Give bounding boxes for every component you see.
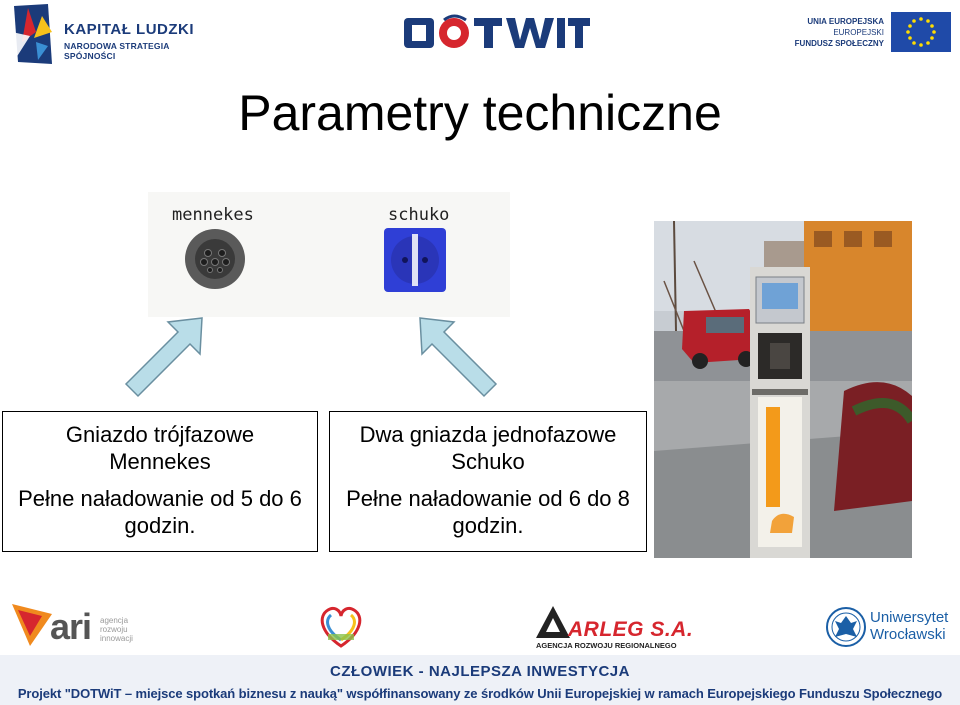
charging-station-photo (654, 221, 912, 558)
schuko-heading-line2: Schuko (451, 449, 525, 474)
kapital-ludzki-title: KAPITAŁ LUDZKI (64, 21, 195, 38)
schuko-info-box (329, 411, 647, 552)
ari-logo-name: ari (50, 606, 92, 647)
schuko-heading-line1: Dwa gniazda jednofazowe (359, 422, 617, 447)
eu-fund-label (770, 16, 884, 49)
schuko-label: schuko (388, 205, 450, 225)
ari-tagline-line1: agencja (100, 616, 129, 625)
university-name (870, 609, 948, 643)
schuko-socket-icon (384, 228, 446, 292)
ari-logo-emblem (12, 604, 52, 646)
footer-slogan: CZŁOWIEK - NAJLEPSZA INWESTYCJA (330, 663, 630, 680)
university-line2: Wrocławski (870, 626, 946, 643)
ari-tagline-line2: rozwoju (100, 625, 128, 634)
arleg-logo-name: ARLEG S.A. (568, 618, 694, 641)
dotwit-logo (404, 12, 590, 54)
kapital-ludzki-emblem (8, 2, 62, 66)
kapital-ludzki-logo (8, 2, 223, 66)
mennekes-socket-icon (184, 228, 246, 290)
arrow-to-mennekes-icon (122, 316, 206, 400)
eu-line2: EUROPEJSKI (833, 28, 884, 37)
eu-line1: UNIA EUROPEJSKA (807, 17, 884, 26)
arleg-tagline: AGENCJA ROZWOJU REGIONALNEGO (536, 641, 677, 650)
plugs-image (148, 192, 510, 317)
arleg-logo-icon (536, 606, 570, 638)
mennekes-label: mennekes (172, 205, 254, 225)
ari-tagline (100, 616, 133, 643)
slide-title: Parametry techniczne (238, 85, 722, 141)
mennekes-info-box (2, 411, 318, 552)
eu-line3: FUNDUSZ SPOŁECZNY (794, 39, 884, 48)
kapital-ludzki-subtitle: NARODOWA STRATEGIA SPÓJNOŚCI (64, 41, 170, 61)
university-seal-icon (826, 607, 866, 647)
heart-logo-icon (316, 604, 366, 648)
university-line1: Uniwersytet (870, 609, 949, 626)
eu-flag-icon (891, 12, 951, 52)
mennekes-charge-text: Pełne naładowanie od 5 do 6 godzin. (18, 486, 302, 538)
ari-tagline-line3: innowacji (100, 634, 133, 643)
arrow-to-schuko-icon (416, 316, 500, 400)
mennekes-heading-line1: Gniazdo trójfazowe (65, 422, 255, 447)
mennekes-heading-line2: Mennekes (109, 449, 211, 474)
footer-project-note: Projekt "DOTWiT – miejsce spotkań biznesu z nauką" współfinansowany ze środków Unii Europejskiej w ramach Europejskiego Funduszu Społecznego (17, 686, 943, 701)
schuko-charge-text: Pełne naładowanie od 6 do 8 godzin. (346, 486, 630, 538)
